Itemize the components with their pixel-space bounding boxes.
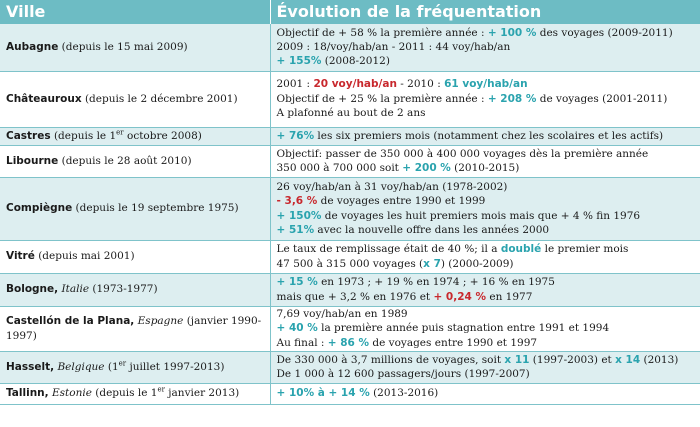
- text-segment: les six premiers mois (notamment chez les scolaires et les actifs): [314, 129, 664, 142]
- highlight-increase: + 200 %: [402, 162, 451, 174]
- city-name: Castellón de la Plana,: [6, 315, 135, 328]
- text-segment: en 1977: [486, 290, 533, 303]
- text-segment: (2013): [640, 353, 679, 366]
- city-cell: [0, 24, 270, 71]
- text-segment: (depuis le 1: [50, 129, 117, 142]
- text-segment: (2010-2015): [450, 162, 520, 174]
- text-segment: A plafonné au bout de 2 ans: [276, 107, 426, 120]
- city-cell: [0, 240, 270, 273]
- highlight-increase: doublé: [500, 243, 542, 256]
- text-segment: de voyages (2001-2011): [536, 92, 668, 105]
- text-segment: De 1 000 à 12 600 passagers/jours (1997-2007): [276, 368, 530, 380]
- text-segment: 7,69 voy/hab/an en 1989: [276, 307, 408, 320]
- city-cell: [0, 351, 270, 383]
- evolution-line: [277, 129, 697, 143]
- text-segment: de voyages entre 1990 et 1999: [317, 195, 486, 208]
- text-segment: (2008-2012): [321, 55, 390, 68]
- evolution-cell: [270, 71, 700, 127]
- city-name: Vitré: [6, 250, 35, 263]
- text-segment: Objectif: passer de 350 000 à 400 000 voyages dès la première année: [276, 147, 649, 160]
- evolution-cell: [270, 177, 700, 240]
- highlight-increase: x 11: [504, 353, 530, 366]
- ordinal-superscript: er: [157, 385, 165, 394]
- text-segment: (1973-1977): [89, 283, 158, 296]
- highlight-decrease: - 3,6 %: [276, 195, 318, 208]
- highlight-increase: + 150%: [276, 209, 322, 222]
- text-segment: avec la nouvelle offre dans les années 2000: [314, 223, 550, 236]
- text-segment: Objectif de + 58 % la première année :: [276, 26, 488, 39]
- highlight-increase: + 10% à + 14 %: [276, 387, 370, 400]
- text-segment: mais que + 3,2 % en 1976 et: [276, 290, 434, 303]
- highlight-increase: x 14: [615, 353, 641, 366]
- city-name: Hasselt,: [6, 360, 55, 373]
- table-row: [0, 24, 700, 71]
- evolution-line: [277, 161, 697, 175]
- highlight-increase: + 15 %: [276, 276, 318, 289]
- city-country: Italie: [58, 283, 90, 296]
- text-segment: la première année puis stagnation entre 1991 et 1994: [317, 322, 610, 335]
- evolution-line: [277, 40, 697, 54]
- evolution-line: [277, 209, 697, 223]
- table-header-row: [0, 0, 700, 24]
- evolution-line: [277, 257, 697, 271]
- evolution-line: [277, 180, 697, 194]
- city-country: Belgique: [54, 360, 105, 373]
- city-cell: [0, 273, 270, 306]
- header-evolution: Évolution de la fréquentation: [270, 0, 700, 24]
- evolution-line: [277, 290, 697, 304]
- evolution-line: [277, 336, 697, 350]
- evolution-cell: [270, 145, 700, 177]
- text-segment: Au final :: [276, 336, 328, 349]
- city-cell: [0, 71, 270, 127]
- text-segment: 47 500 à 315 000 voyages (: [276, 257, 424, 270]
- highlight-increase: + 86 %: [327, 336, 370, 349]
- evolution-line: [277, 92, 697, 106]
- table-row: [0, 306, 700, 351]
- text-segment: juillet 1997-2013): [126, 360, 225, 373]
- text-segment: le premier mois: [541, 243, 629, 256]
- text-segment: (depuis le 19 septembre 1975): [72, 202, 239, 215]
- table-row: [0, 127, 700, 145]
- ordinal-superscript: er: [118, 359, 127, 368]
- text-segment: 2001 :: [276, 78, 314, 91]
- table-row: [0, 273, 700, 306]
- city-name: Aubagne: [6, 41, 59, 54]
- evolution-cell: [270, 240, 700, 273]
- evolution-cell: [270, 24, 700, 71]
- table-body: [0, 24, 700, 404]
- text-segment: (1997-2003) et: [529, 353, 616, 366]
- text-segment: de voyages les huit premiers mois mais que + 4 % fin 1976: [321, 209, 641, 222]
- evolution-line: [277, 106, 697, 120]
- city-country: Espagne: [134, 315, 184, 328]
- evolution-line: [277, 242, 697, 256]
- evolution-cell: [270, 273, 700, 306]
- evolution-line: [277, 223, 697, 237]
- text-segment: 26 voy/hab/an à 31 voy/hab/an (1978-2002): [276, 180, 508, 193]
- highlight-increase: + 40 %: [276, 322, 318, 335]
- city-cell: [0, 306, 270, 351]
- highlight-increase: + 155%: [276, 55, 322, 68]
- evolution-cell: [270, 306, 700, 351]
- highlight-increase: 61 voy/hab/an: [444, 78, 528, 91]
- text-segment: janvier 2013): [164, 387, 240, 400]
- ordinal-superscript: er: [116, 128, 124, 137]
- evolution-cell: [270, 383, 700, 404]
- text-segment: (depuis le 1: [91, 387, 158, 400]
- city-cell: [0, 383, 270, 404]
- evolution-line: [277, 386, 697, 400]
- table-row: [0, 240, 700, 273]
- header-city: Ville: [0, 0, 270, 24]
- evolution-line: [277, 367, 697, 381]
- highlight-increase: + 100 %: [487, 26, 537, 39]
- text-segment: 350 000 à 700 000 soit: [276, 162, 403, 174]
- evolution-line: [277, 26, 697, 40]
- text-segment: 2009 : 18/voy/hab/an - 2011 : 44 voy/hab/an: [276, 41, 511, 54]
- city-cell: [0, 177, 270, 240]
- text-segment: en 1973 ; + 19 % en 1974 ; + 16 % en 1975: [317, 276, 555, 289]
- text-segment: (depuis le 2 décembre 2001): [81, 92, 238, 105]
- evolution-line: [277, 307, 697, 321]
- table-row: [0, 177, 700, 240]
- text-segment: - 2010 :: [396, 78, 445, 91]
- text-segment: (depuis mai 2001): [34, 250, 135, 263]
- evolution-line: [277, 54, 697, 68]
- evolution-line: [277, 194, 697, 208]
- evolution-line: [277, 321, 697, 335]
- city-cell: [0, 127, 270, 145]
- text-segment: ) (2000-2009): [440, 257, 514, 270]
- table-row: [0, 383, 700, 404]
- highlight-increase: + 208 %: [487, 92, 537, 105]
- text-segment: De 330 000 à 3,7 millions de voyages, soit: [276, 353, 505, 366]
- city-name: Bologne,: [6, 283, 59, 296]
- evolution-line: [277, 77, 697, 91]
- city-name: Compiègne: [6, 202, 73, 215]
- city-name: Châteauroux: [6, 92, 82, 105]
- city-name: Tallinn,: [6, 387, 49, 400]
- text-segment: (depuis le 28 août 2010): [58, 154, 192, 167]
- evolution-cell: [270, 127, 700, 145]
- highlight-increase: + 51%: [276, 223, 315, 236]
- text-segment: des voyages (2009-2011): [536, 26, 673, 39]
- highlight-decrease: 20 voy/hab/an: [313, 78, 397, 91]
- evolution-line: [277, 353, 697, 367]
- table-row: [0, 145, 700, 177]
- text-segment: Objectif de + 25 % la première année :: [276, 92, 488, 105]
- text-segment: (janvier 1990-1997): [6, 315, 262, 342]
- table-row: [0, 71, 700, 127]
- text-segment: (2013-2016): [369, 387, 439, 400]
- evolution-line: [277, 275, 697, 289]
- text-segment: (depuis le 15 mai 2009): [58, 41, 188, 54]
- city-country: Estonie: [48, 387, 92, 400]
- city-cell: [0, 145, 270, 177]
- text-segment: octobre 2008): [123, 129, 202, 142]
- text-segment: Le taux de remplissage était de 40 %; il a: [276, 243, 501, 256]
- city-name: Libourne: [6, 154, 59, 167]
- highlight-decrease: + 0,24 %: [433, 290, 487, 303]
- text-segment: de voyages entre 1990 et 1997: [369, 336, 538, 349]
- text-segment: (1: [104, 360, 119, 373]
- evolution-cell: [270, 351, 700, 383]
- city-name: Castres: [6, 129, 51, 142]
- highlight-increase: x 7: [423, 257, 441, 270]
- evolution-line: [277, 147, 697, 161]
- table-row: [0, 351, 700, 383]
- highlight-increase: + 76%: [276, 129, 315, 142]
